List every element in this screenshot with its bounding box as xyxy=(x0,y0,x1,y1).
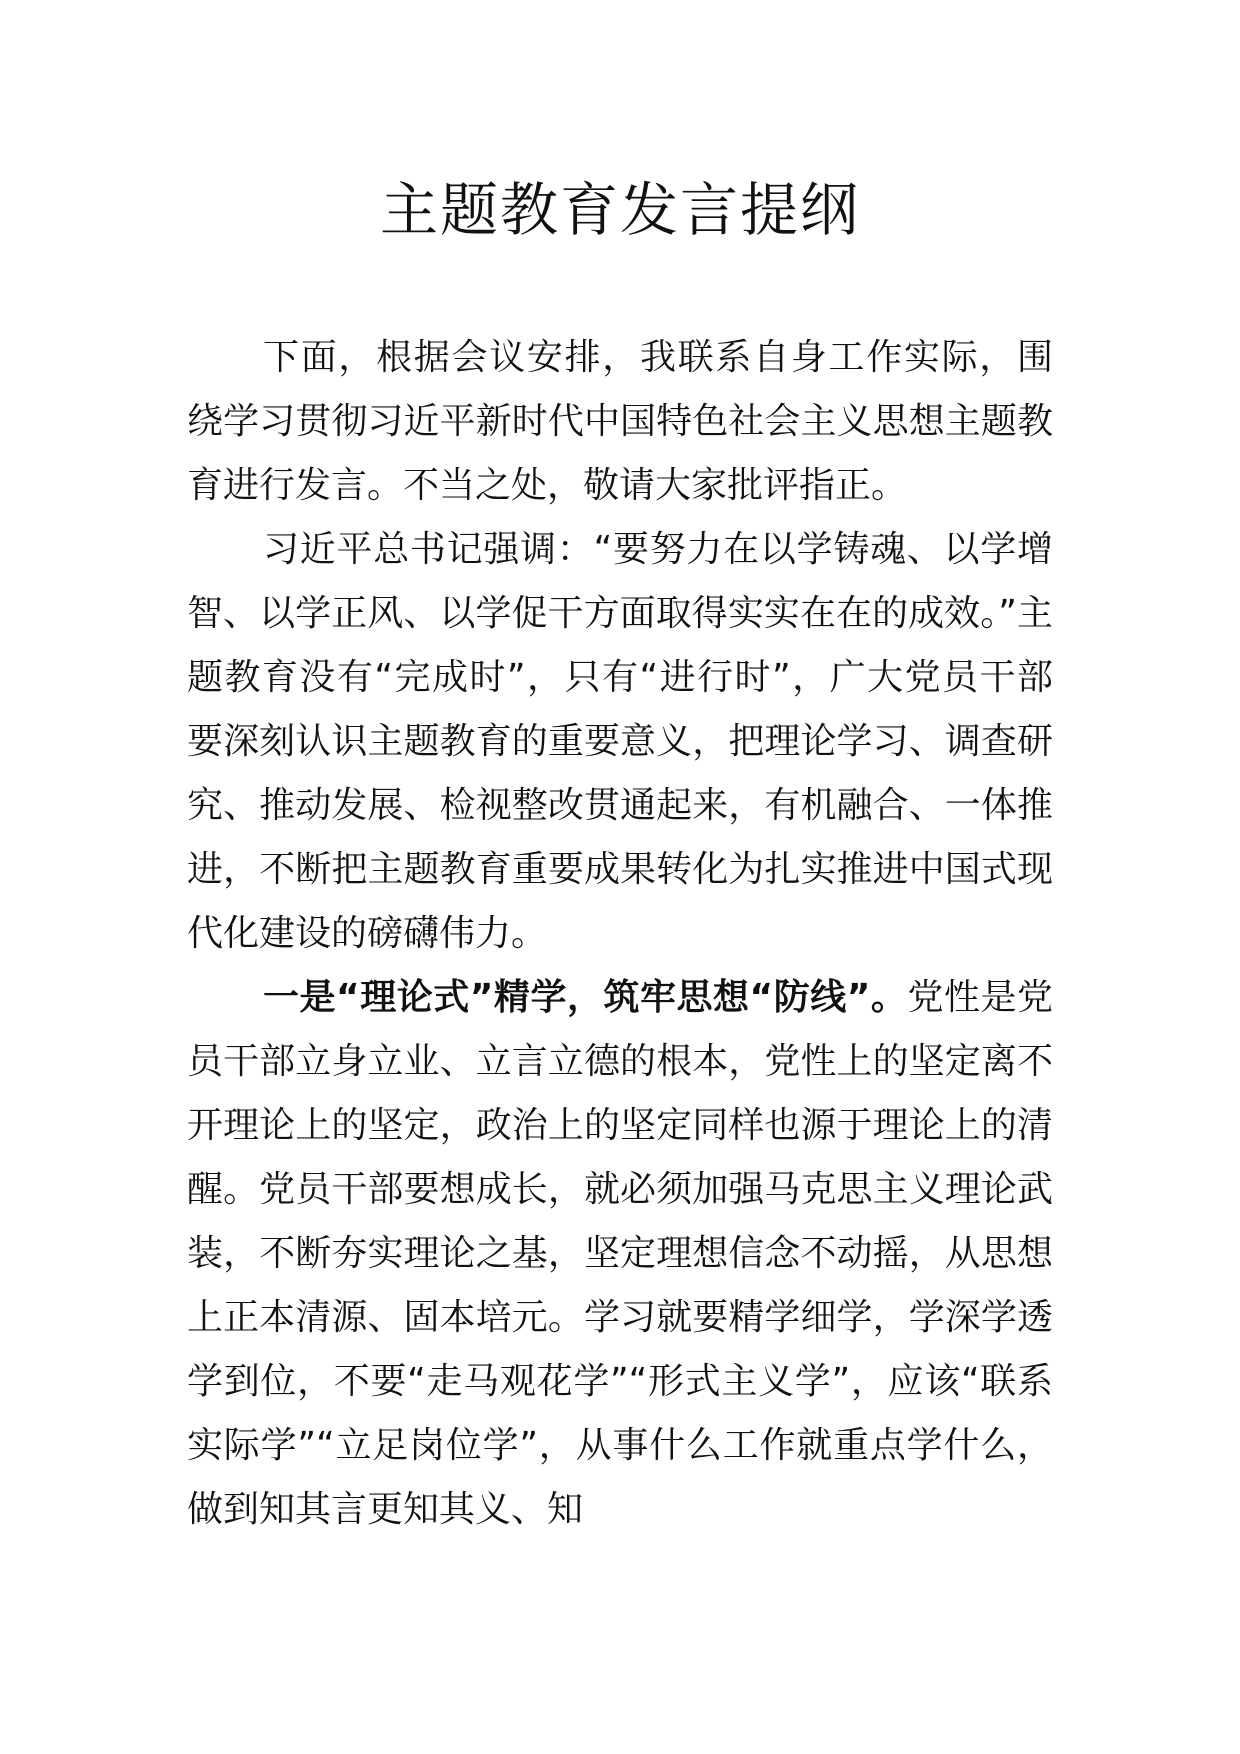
paragraph-point-one xyxy=(187,966,1053,1542)
paragraph-point-one-heading: 一是“理论式”精学，筑牢思想“防线”。 xyxy=(263,977,908,1018)
paragraph-quote-text: 习近平总书记强调：“要努力在以学铸魂、以学增智、以学正风、以学促干方面取得实实在在的成效。”主题教育没有“完成时”，只有“进行时”，广大党员干部要深刻认识主题教育的重要意义，把理论学习、调查研究、推动发展、检视整改贯通起来，有机融合、一体推进，不断把主题教育重要成果转化为扎实推进中国式现代化建设的磅礴伟力。 xyxy=(187,529,1053,954)
paragraph-quote xyxy=(187,518,1053,966)
document-body xyxy=(187,326,1053,1542)
paragraph-intro xyxy=(187,326,1053,518)
document-title: 主题教育发言提纲 xyxy=(379,176,860,244)
paragraph-point-one-text: 党性是党员干部立身立业、立言立德的根本，党性上的坚定离不开理论上的坚定，政治上的坚定同样也源于理论上的清醒。党员干部要想成长，就必须加强马克思主义理论武装，不断夯实理论之基，坚定理想信念不动摇，从思想上正本清源、固本培元。学习就要精学细学，学深学透学到位，不要“走马观花学”“形式主义学”，应该“联系实际学”“立足岗位学”，从事什么工作就重点学什么，做到知其言更知其义、知 xyxy=(187,977,1053,1530)
paragraph-intro-text: 下面，根据会议安排，我联系自身工作实际，围绕学习贯彻习近平新时代中国特色社会主义思想主题教育进行发言。不当之处，敬请大家批评指正。 xyxy=(187,337,1053,506)
